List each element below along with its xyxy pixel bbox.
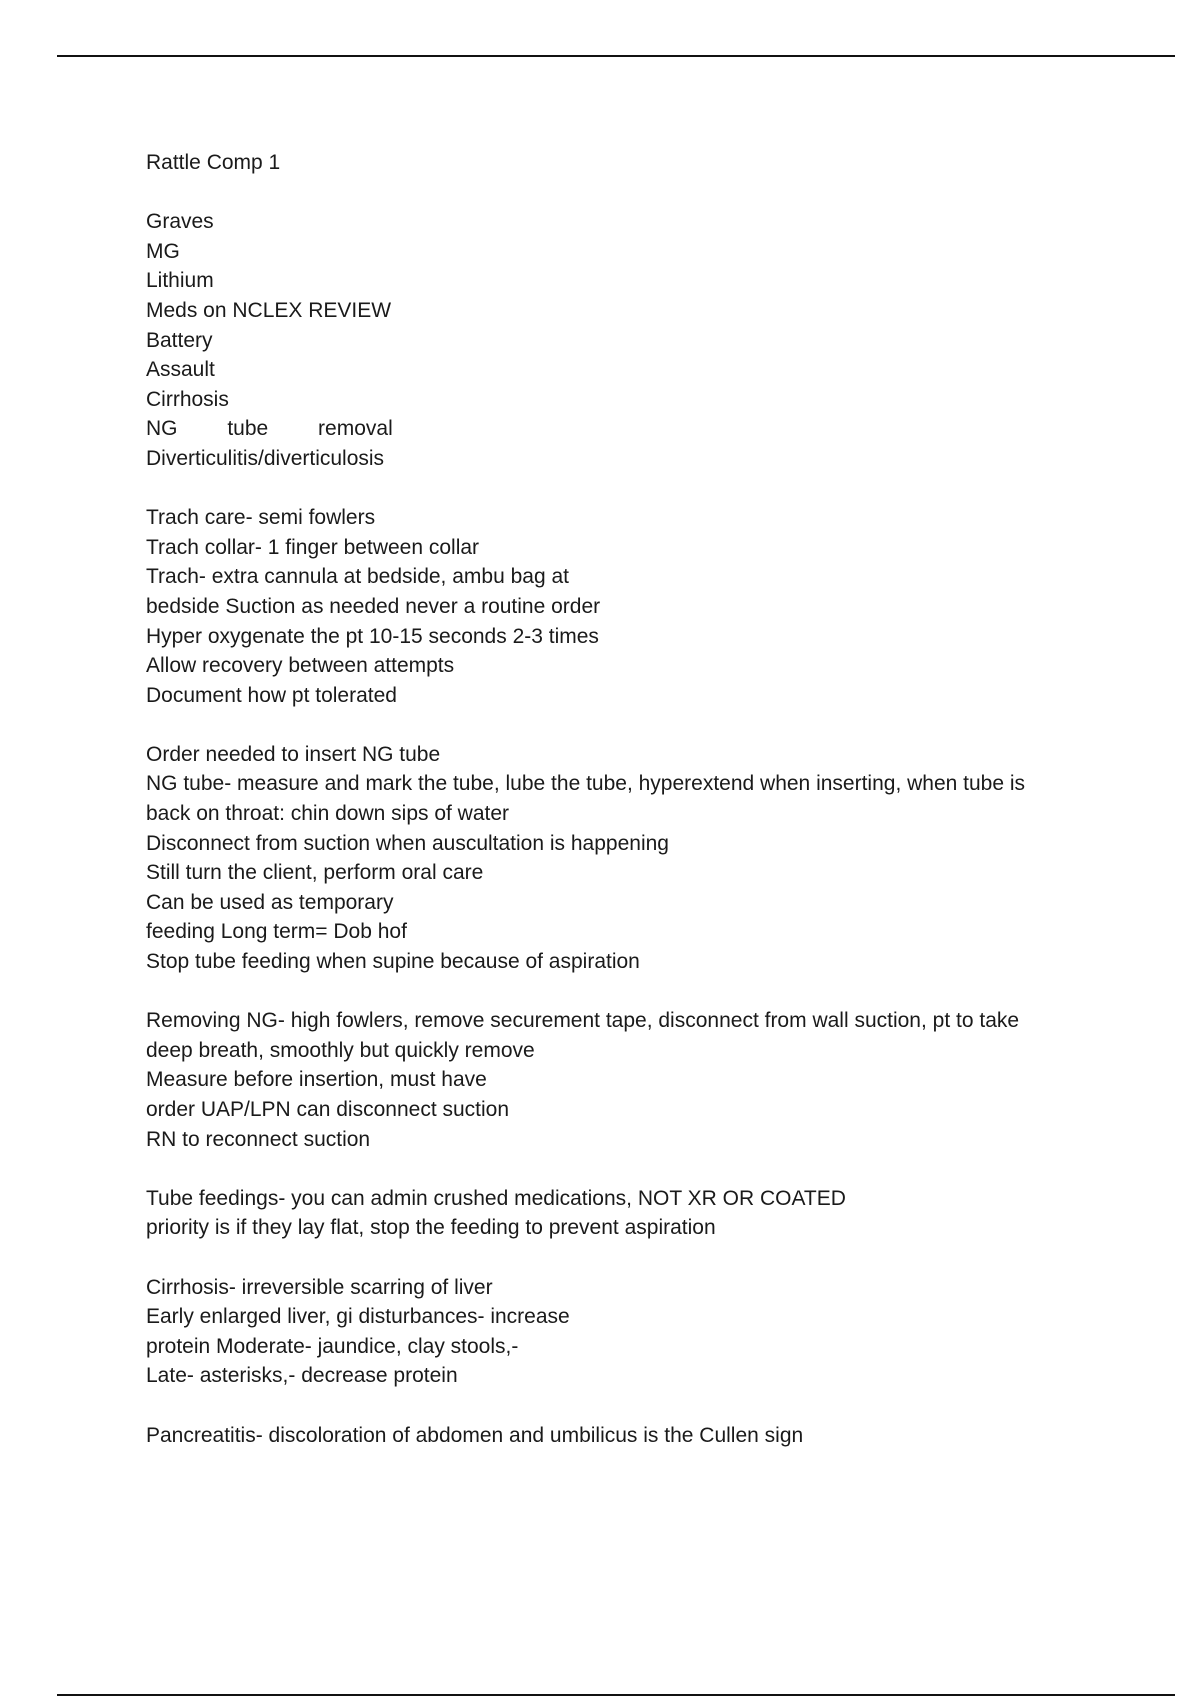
spacer xyxy=(146,178,1146,208)
topic-item: Meds on NCLEX REVIEW xyxy=(146,298,392,322)
top-rule xyxy=(57,55,1175,57)
trach-section xyxy=(146,503,1146,710)
note-line: Removing NG- high fowlers, remove securement tape, disconnect from wall suction, pt to take xyxy=(146,1009,1020,1033)
note-line: bedside Suction as needed never a routine order xyxy=(146,594,601,618)
topic-item: Graves xyxy=(146,210,214,234)
topics-section xyxy=(146,207,1146,473)
topic-item: Battery xyxy=(146,328,213,352)
note-line: protein Moderate- jaundice, clay stools,- xyxy=(146,1334,519,1358)
document-title: Rattle Comp 1 xyxy=(146,151,281,174)
note-line: Cirrhosis- irreversible scarring of liver xyxy=(146,1275,493,1299)
note-line: Order needed to insert NG tube xyxy=(146,742,441,766)
document-body xyxy=(146,148,1146,1450)
bottom-rule xyxy=(57,1694,1175,1696)
note-line: deep breath, smoothly but quickly remove xyxy=(146,1038,535,1062)
note-line: Tube feedings- you can admin crushed medications, NOT XR OR COATED xyxy=(146,1186,846,1210)
spacer xyxy=(146,1243,1146,1273)
note-line: Trach collar- 1 finger between collar xyxy=(146,535,480,559)
note-line: Early enlarged liver, gi disturbances- increase xyxy=(146,1305,570,1329)
note-line: Pancreatitis- discoloration of abdomen and umbilicus is the Cullen sign xyxy=(146,1423,804,1447)
note-line: Disconnect from suction when auscultation is happening xyxy=(146,831,669,855)
topic-item: Lithium xyxy=(146,269,214,293)
note-line: Still turn the client, perform oral care xyxy=(146,861,484,885)
note-line: priority is if they lay flat, stop the feeding to prevent aspiration xyxy=(146,1216,716,1240)
spacer xyxy=(146,1154,1146,1184)
note-line: Allow recovery between attempts xyxy=(146,654,455,678)
topic-item: Diverticulitis/diverticulosis xyxy=(146,446,385,470)
note-line: Trach care- semi fowlers xyxy=(146,506,376,530)
note-line: NG tube- measure and mark the tube, lube the tube, hyperextend when inserting, when tube is xyxy=(146,772,1026,796)
note-line: Stop tube feeding when supine because of aspiration xyxy=(146,950,640,974)
topic-item: Assault xyxy=(146,358,215,382)
removing-ng-section xyxy=(146,1006,1146,1154)
spacer xyxy=(146,474,1146,504)
note-line: Measure before insertion, must have xyxy=(146,1068,487,1092)
note-line: RN to reconnect suction xyxy=(146,1127,371,1151)
note-line: feeding Long term= Dob hof xyxy=(146,920,407,944)
topic-item: MG xyxy=(146,239,180,263)
topic-item: Cirrhosis xyxy=(146,387,229,411)
tube-feedings-section xyxy=(146,1184,1146,1243)
spacer xyxy=(146,1391,1146,1421)
pancreatitis-section xyxy=(146,1421,1146,1451)
note-line: Document how pt tolerated xyxy=(146,683,397,707)
spacer xyxy=(146,977,1146,1007)
note-line: Hyper oxygenate the pt 10-15 seconds 2-3 times xyxy=(146,624,599,648)
note-line: Trach- extra cannula at bedside, ambu bag at xyxy=(146,565,569,589)
ng-tube-section xyxy=(146,740,1146,977)
cirrhosis-section xyxy=(146,1273,1146,1391)
note-line: Late- asterisks,- decrease protein xyxy=(146,1364,458,1388)
note-line: Can be used as temporary xyxy=(146,890,394,914)
note-line: order UAP/LPN can disconnect suction xyxy=(146,1098,510,1121)
note-line: back on throat: chin down sips of water xyxy=(146,802,510,826)
spacer xyxy=(146,710,1146,740)
topic-item: NG tube removal xyxy=(146,417,393,441)
